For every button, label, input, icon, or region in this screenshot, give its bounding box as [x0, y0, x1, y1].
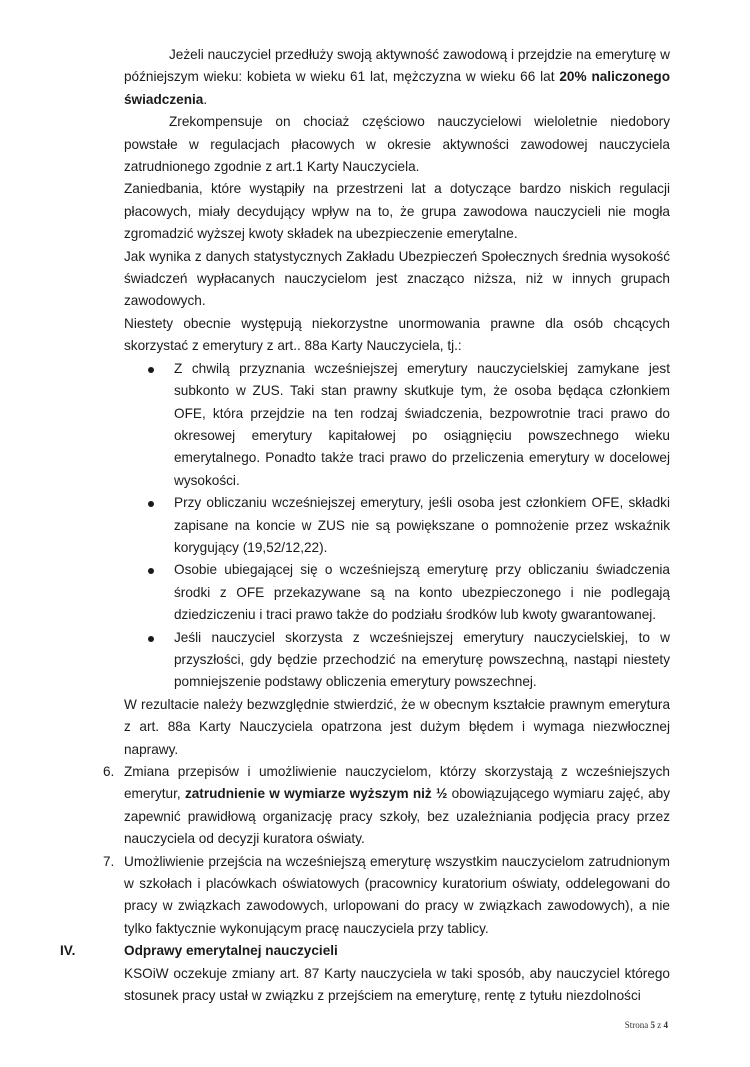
section-number: IV.	[60, 943, 76, 959]
paragraph: Niestety obecnie występują niekorzystne unormowania prawne dla osób chcących skorzystać z emerytury z art.. 88a Karty Nauczyciela, tj.:	[124, 315, 670, 354]
bullet-list	[124, 358, 670, 694]
bullet-icon	[148, 568, 154, 574]
list-item-text: Z chwilą przyznania wcześniejszej emerytury nauczycielskiej zamykane jest subkonto w ZUS. Taki stan prawny skutkuje tym, że osoba będąca członkiem OFE, która przejdzie na ten rodzaj świadczenia, bezpowrotnie traci prawo do okresowej emerytury kapitałowej po osiągnięciu powszechnego wieku emerytalnego. Ponadto także traci prawo do przeliczenia emerytury w docelowej wysokości.	[174, 360, 670, 488]
page-number: 5	[650, 1020, 655, 1030]
paragraph	[124, 761, 670, 851]
list-item-text: Przy obliczaniu wcześniejszej emerytury, jeśli osoba jest członkiem OFE, składki zapisane na koncie w ZUS nie są powiększane o pomnożenie przez wskaźnik korygujący (19,52/12,22).	[174, 495, 670, 555]
bold-text: zatrudnienie w wymiarze wyższym niż ½	[184, 786, 448, 802]
bullet-icon	[148, 501, 154, 507]
paragraph: KSOiW oczekuje zmiany art. 87 Karty nauczyciela w taki sposób, aby nauczyciel którego stosunek pracy ustał w związku z przejściem na emeryturę, rentę z tytułu niezdolności	[124, 965, 670, 1004]
footer-of: z	[657, 1020, 662, 1030]
section-title-text: Odprawy emerytalnej nauczycieli	[124, 943, 338, 959]
list-item	[174, 358, 670, 492]
paragraph	[124, 44, 670, 111]
numbered-item-7	[103, 851, 670, 941]
list-item	[174, 492, 670, 559]
paragraph: Umożliwienie przejścia na wcześniejszą emeryturę wszystkim nauczycielom zatrudnionym w szkołach i placówkach oświatowych (pracownicy kuratorium oświaty, oddelegowani do pracy w związkach zawodowych, urlopowani do pracy w związkach zawodowych), a nie tylko faktycznie wykonującym pracę nauczyciela przy tablicy.	[124, 853, 670, 936]
bullet-icon	[148, 636, 154, 642]
section-iv	[60, 940, 670, 1007]
paragraph: Jak wynika z danych statystycznych Zakładu Ubezpieczeń Społecznych średnia wysokość świadczeń wypłacanych nauczycielom jest znacząco niższa, niż w innych grupach zawodowych.	[124, 248, 670, 309]
document-body	[60, 44, 671, 1007]
item-number: 6.	[103, 764, 115, 779]
paragraph-text: .	[203, 91, 208, 107]
list-item-text: Jeśli nauczyciel skorzysta z wcześniejszej emerytury nauczycielskiej, to w przyszłości, gdy będzie przechodzić na emeryturę powszechną, nastąpi niestety pomniejszenie podstawy obliczenia emerytury powszechnej.	[174, 629, 670, 690]
numbered-item-6	[103, 761, 671, 851]
paragraph: Zaniedbania, które wystąpiły na przestrzeni lat a dotyczące bardzo niskich regulacji płacowych, miały decydujący wpływ na to, że grupa zawodowa nauczycieli nie mogła zgromadzić wyższej kwoty składek na ubezpieczenie emerytalne.	[124, 181, 670, 242]
section-title	[124, 940, 670, 962]
paragraph: Zrekompensuje on chociaż częściowo nauczycielowi wieloletnie niedobory powstałe w regulacjach płacowych w okresie aktywności zawodowej nauczyciela zatrudnionego zgodnie z art.1 Karty Nauczyciela.	[124, 114, 670, 175]
footer-label: Strona	[624, 1020, 649, 1030]
list-item	[174, 627, 670, 694]
list-item-text: Osobie ubiegającej się o wcześniejszą emeryturę przy obliczaniu świadczenia środki z OFE przekazywane są na konto ubezpieczonego i nie podlegają dziedziczeniu i traci prawo także do podziału środków lub kwoty gwarantowanej.	[174, 562, 670, 623]
paragraph-text: Jeżeli nauczyciel przedłuży swoją aktywność zawodową i przejdzie na emeryturę w późniejszym wieku: kobieta w wieku 61 lat, mężczyzna w wieku 66 lat	[124, 47, 670, 85]
list-item	[174, 559, 670, 626]
paragraph-text: Zmiana przepisów i umożliwienie nauczycielom, którzy skorzystają z wcześniejszych emerytur,	[124, 764, 670, 802]
bullet-icon	[148, 367, 154, 373]
page-footer	[625, 1020, 668, 1030]
bold-text: 20% naliczonego świadczenia	[124, 69, 670, 107]
item-number: 7.	[103, 853, 115, 869]
page-total: 4	[663, 1020, 668, 1030]
paragraph: W rezultacie należy bezwzględnie stwierdzić, że w obecnym kształcie prawnym emerytura z art. 88a Karty Nauczyciela opatrzona jest dużym błędem i wymaga niezwłocznej naprawy.	[124, 696, 670, 757]
paragraph-text: obowiązującego wymiaru zajęć, aby zapewnić prawidłową organizację pracy szkoły, bez uzależniania podjęcia pracy przez nauczyciela od decyzji kuratora oświaty.	[124, 786, 671, 847]
